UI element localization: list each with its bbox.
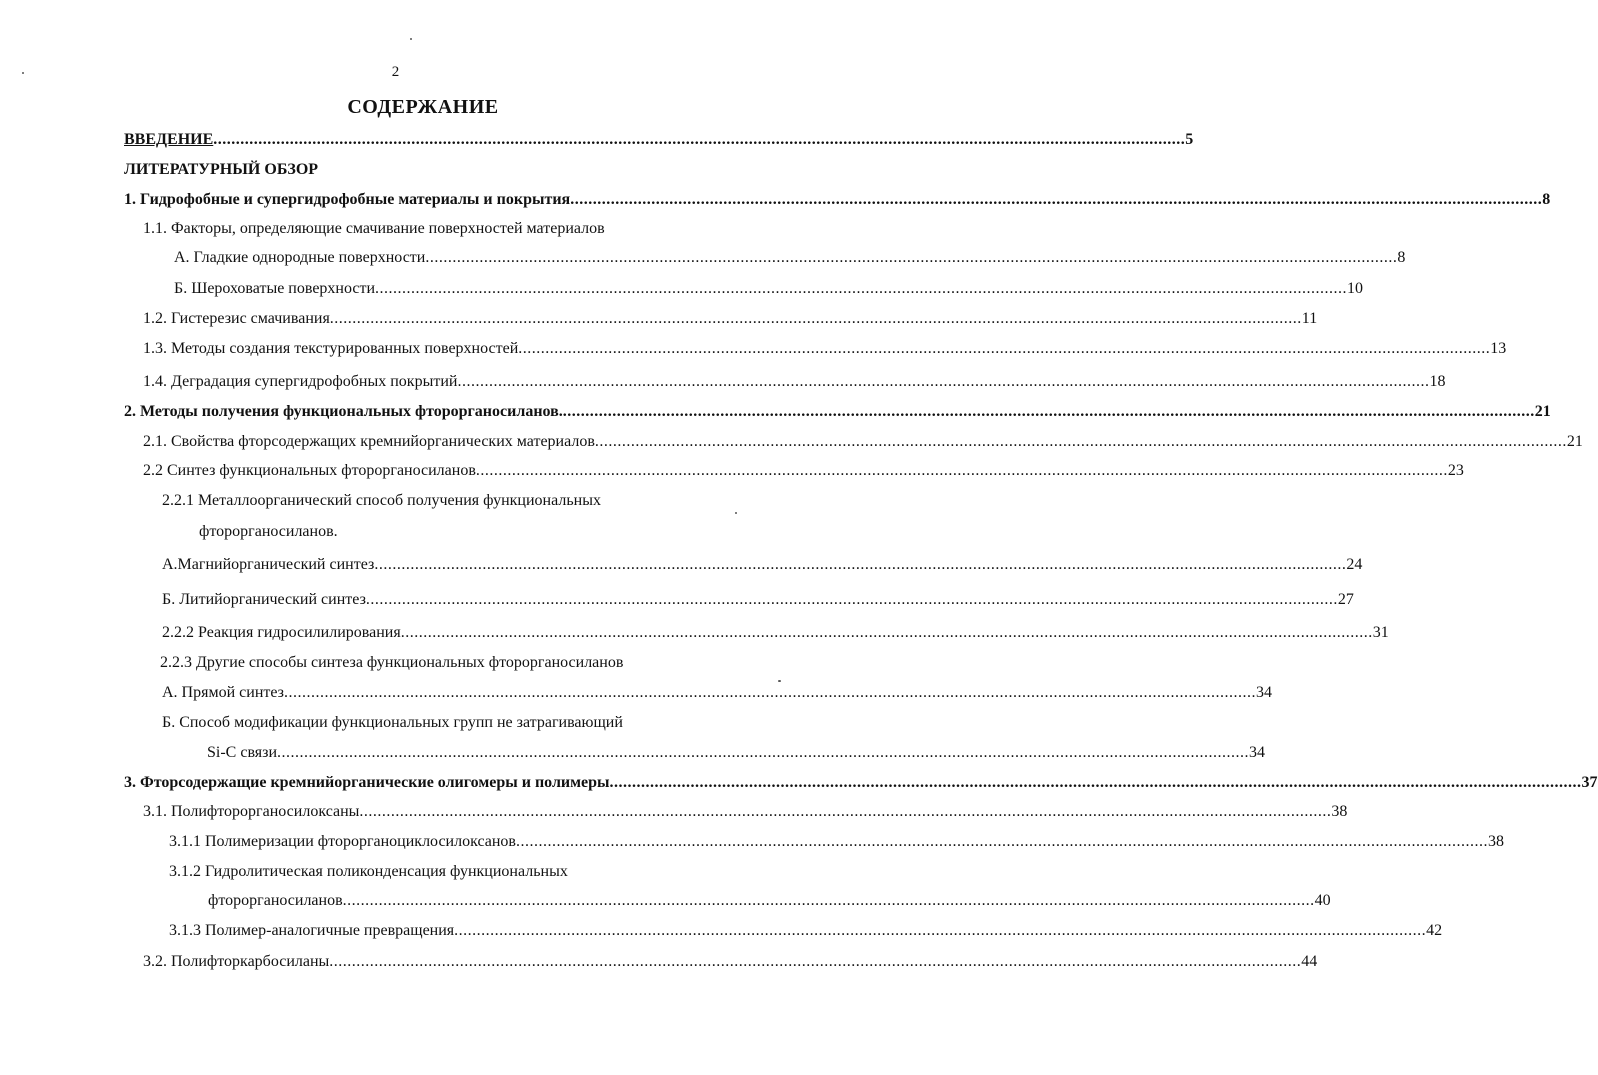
toc-entry-title: А. Гладкие однородные поверхности bbox=[174, 249, 426, 266]
toc-entry bbox=[124, 188, 1551, 212]
toc-entry bbox=[124, 771, 1598, 795]
toc-entry-title: 1. Гидрофобные и супергидрофобные материалы и покрытия bbox=[124, 191, 571, 208]
scan-speck bbox=[735, 512, 737, 514]
scan-speck bbox=[22, 72, 24, 74]
scan-speck bbox=[778, 680, 781, 682]
toc-entry bbox=[174, 246, 1406, 270]
toc-entry bbox=[162, 681, 1272, 705]
toc-leader-dots: ........................................................................................................................................................................................................................ bbox=[284, 684, 1256, 701]
toc-leader-dots: ........................................................................................................................................................................................................................ bbox=[365, 591, 1338, 608]
toc-entry-page: 44 bbox=[1301, 953, 1318, 970]
toc-leader-dots: ........................................................................................................................................................................................................................ bbox=[213, 131, 1186, 148]
toc-entry-page: 40 bbox=[1314, 892, 1331, 909]
toc-entry bbox=[162, 588, 1354, 612]
toc-entry-page: 11 bbox=[1301, 310, 1318, 327]
toc-leader-dots: ........................................................................................................................................................................................................................ bbox=[375, 280, 1348, 297]
toc-entry-page: 31 bbox=[1372, 624, 1389, 641]
toc-entry bbox=[169, 830, 1504, 854]
toc-leader-dots: ........................................................................................................................................................................................................................ bbox=[277, 744, 1250, 761]
toc-entry-page: 8 bbox=[1397, 249, 1406, 266]
toc-entry bbox=[174, 277, 1364, 301]
toc-entry bbox=[143, 337, 1507, 361]
toc-entry-title: 3.1. Полифторорганосилоксаны bbox=[143, 803, 360, 820]
toc-leader-dots: ........................................................................................................................................................................................................................ bbox=[374, 556, 1347, 573]
toc-entry: 1.1. Факторы, определяющие смачивание поверхностей материалов bbox=[143, 220, 605, 237]
toc-leader-dots: ........................................................................................................................................................................................................................ bbox=[609, 774, 1582, 791]
toc-leader-dots: ........................................................................................................................................................................................................................ bbox=[454, 922, 1427, 939]
toc-entry bbox=[143, 459, 1464, 483]
toc-entry: 2.2.1 Металлоорганический способ получения функциональных bbox=[162, 492, 601, 509]
toc-leader-dots: ........................................................................................................................................................................................................................ bbox=[400, 624, 1373, 641]
toc-entry-title: 2.2.2 Реакция гидросилилирования bbox=[162, 624, 401, 641]
toc-entry-page: 38 bbox=[1487, 833, 1504, 850]
toc-leader-dots: ........................................................................................................................................................................................................................ bbox=[515, 833, 1488, 850]
toc-leader-dots: ........................................................................................................................................................................................................................ bbox=[342, 892, 1315, 909]
toc-entry bbox=[143, 950, 1318, 974]
toc-entry-page: 10 bbox=[1347, 280, 1364, 297]
toc-entry-title: 3.1.1 Полимеризации фторорганоциклосилоксанов bbox=[169, 833, 516, 850]
toc-entry-page: 5 bbox=[1185, 131, 1194, 148]
toc-entry-continuation bbox=[207, 741, 1266, 765]
toc-leader-dots: ........................................................................................................................................................................................................................ bbox=[518, 340, 1491, 357]
toc-leader-dots: ........................................................................................................................................................................................................................ bbox=[570, 191, 1543, 208]
toc-entry-continuation bbox=[208, 889, 1331, 913]
toc-entry bbox=[143, 800, 1348, 824]
toc-entry-title: А.Магнийорганический синтез bbox=[162, 556, 375, 573]
toc-entry-page: 27 bbox=[1337, 591, 1354, 608]
toc-entry-title: Si-C связи bbox=[207, 744, 278, 761]
toc-entry: 2.2.3 Другие способы синтеза функциональных фторорганосиланов bbox=[160, 654, 624, 671]
toc-entry-introduction bbox=[124, 128, 1194, 152]
scan-speck bbox=[410, 38, 412, 40]
toc-entry-page: 21 bbox=[1534, 403, 1551, 420]
toc-entry-page: 23 bbox=[1447, 462, 1464, 479]
toc-entry-page: 21 bbox=[1566, 433, 1583, 450]
toc-entry-title: Б. Литийорганический синтез bbox=[162, 591, 366, 608]
toc-entry-title: А. Прямой синтез bbox=[162, 684, 284, 701]
toc-entry-title: 2.1. Свойства фторсодержащих кремнийорганических материалов bbox=[143, 433, 595, 450]
toc-entry-page: 8 bbox=[1542, 191, 1551, 208]
toc-entry-title: 1.4. Деградация супергидрофобных покрытий bbox=[143, 373, 458, 390]
toc-entry-title: 3.2. Полифторкарбосиланы bbox=[143, 953, 330, 970]
toc-entry-title: 1.3. Методы создания текстурированных поверхностей bbox=[143, 340, 519, 357]
toc-entry: Б. Способ модификации функциональных групп не затрагивающий bbox=[162, 714, 623, 731]
toc-entry-page: 34 bbox=[1249, 744, 1266, 761]
toc-entry-title: 1.2. Гистерезис смачивания bbox=[143, 310, 330, 327]
page-number: 2 bbox=[391, 64, 400, 80]
page-title: СОДЕРЖАНИЕ bbox=[347, 96, 499, 118]
toc-leader-dots: ........................................................................................................................................................................................................................ bbox=[329, 310, 1302, 327]
toc-leader-dots: ........................................................................................................................................................................................................................ bbox=[329, 953, 1302, 970]
toc-entry bbox=[162, 621, 1389, 645]
toc-entry-page: 38 bbox=[1331, 803, 1348, 820]
toc-entry-page: 42 bbox=[1426, 922, 1443, 939]
toc-entry-title: фторорганосиланов bbox=[208, 892, 343, 909]
toc-entry-page: 34 bbox=[1256, 684, 1272, 701]
toc-leader-dots: ........................................................................................................................................................................................................................ bbox=[457, 373, 1430, 390]
toc-entry-title: Б. Шероховатые поверхности bbox=[174, 280, 376, 297]
toc-leader-dots: ........................................................................................................................................................................................................................ bbox=[475, 462, 1448, 479]
toc-entry-title: 3. Фторсодержащие кремнийорганические олигомеры и полимеры bbox=[124, 774, 610, 791]
toc-leader-dots: ........................................................................................................................................................................................................................ bbox=[594, 433, 1567, 450]
toc-entry bbox=[124, 400, 1551, 424]
toc-entry-page: 18 bbox=[1429, 373, 1446, 390]
toc-entry-title: 2. Методы получения функциональных фторорганосиланов. bbox=[124, 403, 563, 420]
toc-entry bbox=[143, 430, 1583, 454]
toc-entry bbox=[143, 370, 1446, 394]
toc-entry-page: 37 bbox=[1581, 774, 1598, 791]
toc-entry-page: 24 bbox=[1346, 556, 1363, 573]
toc-entry-title: ВВЕДЕНИЕ bbox=[124, 131, 214, 148]
toc-entry bbox=[143, 307, 1318, 331]
toc-leader-dots: ........................................................................................................................................................................................................................ bbox=[425, 249, 1398, 266]
toc-entry-continuation: фторорганосиланов. bbox=[199, 523, 338, 540]
toc-leader-dots: ........................................................................................................................................................................................................................ bbox=[562, 403, 1535, 420]
toc-entry-page: 13 bbox=[1490, 340, 1507, 357]
toc-entry: 3.1.2 Гидролитическая поликонденсация функциональных bbox=[169, 863, 568, 880]
toc-section-heading: ЛИТЕРАТУРНЫЙ ОБЗОР bbox=[124, 161, 319, 178]
toc-entry-title: 2.2 Синтез функциональных фторорганосиланов bbox=[143, 462, 476, 479]
toc-entry bbox=[169, 919, 1443, 943]
toc-entry-title: 3.1.3 Полимер-аналогичные превращения bbox=[169, 922, 455, 939]
toc-entry bbox=[162, 553, 1363, 577]
toc-leader-dots: ........................................................................................................................................................................................................................ bbox=[359, 803, 1332, 820]
